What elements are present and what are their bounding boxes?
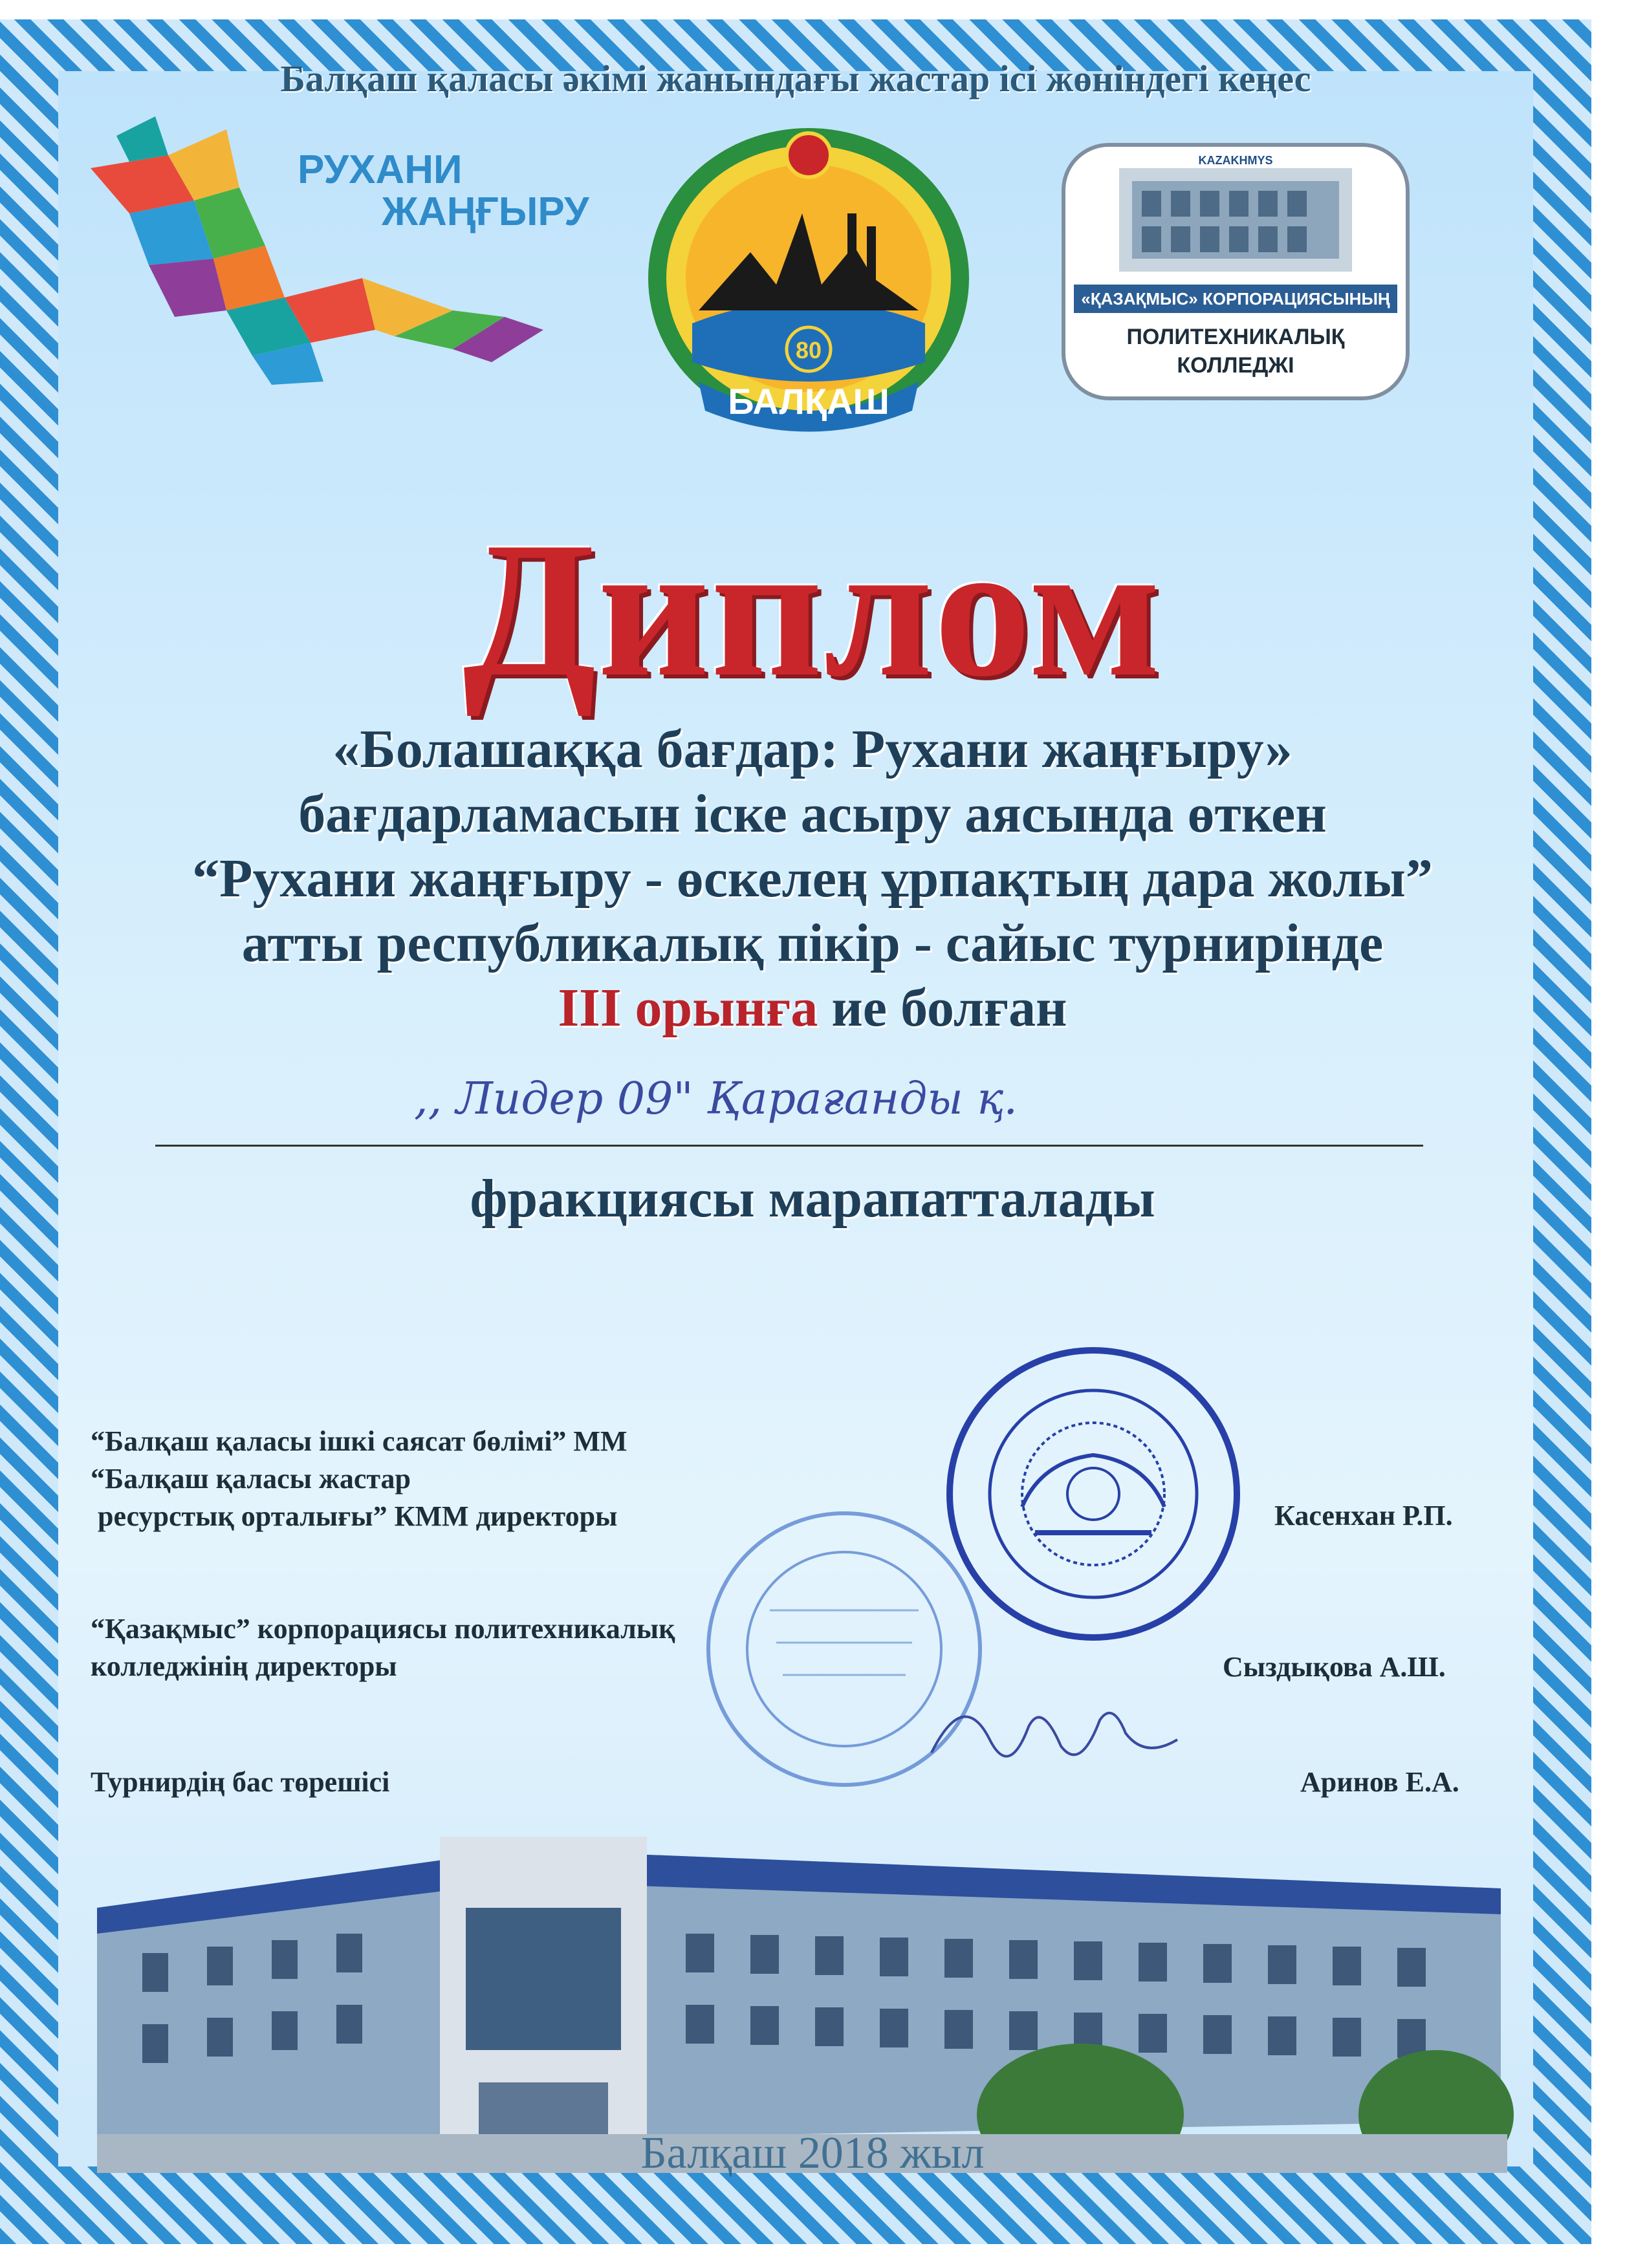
college-building-illustration — [78, 1811, 1514, 2173]
college-line3: КОЛЛЕДЖІ — [1177, 353, 1294, 378]
polytechnic-college-logo — [1061, 142, 1410, 401]
college-line2: ПОЛИТЕХНИКАЛЫҚ — [1126, 325, 1345, 349]
signatory-2-role-line2: колледжінің директоры — [91, 1650, 397, 1682]
tournament-name: “Рухани жаңғыру - өскелең ұрпақтың дара жолы” — [192, 848, 1433, 909]
college-brand: KAZAKHMYS — [1198, 154, 1273, 167]
tournament-type: атты республикалық пікір - сайыс турнирінде — [241, 913, 1384, 973]
place-number: III орынға — [558, 978, 818, 1038]
signatory-1-name: Касенхан Р.П. — [1274, 1500, 1453, 1531]
emblem-anniversary-badge: 80 — [795, 337, 822, 363]
balkhash-city-emblem — [640, 116, 977, 433]
diploma-title: Диплом — [463, 502, 1162, 717]
award-statement: фракциясы марапатталады — [470, 1169, 1155, 1229]
signatory-1-role — [91, 1423, 627, 1535]
rukhani-logo-text — [298, 149, 589, 233]
emblem-city-name: БАЛҚАШ — [728, 381, 889, 422]
handwritten-signature — [919, 1662, 1190, 1791]
place-rest: ие болған — [818, 978, 1067, 1038]
logo-text-line2: ЖАҢҒЫРУ — [382, 189, 589, 235]
signatory-2-role-line1: “Қазақмыс” корпорациясы политехникалық — [91, 1613, 675, 1645]
city-and-year: Балқаш 2018 жыл — [640, 2128, 985, 2178]
council-header: Балқаш қаласы әкімі жанындағы жастар ісі жөніндегі кеңес — [280, 58, 1311, 100]
logo-text-line1: РУХАНИ — [298, 147, 463, 192]
signatory-1-role-line3: ресурстық орталығы” КММ директоры — [91, 1500, 618, 1532]
program-name: «Болашаққа бағдар: Рухани жаңғыру» — [333, 719, 1292, 779]
signatory-1-role-line2: “Балқаш қаласы жастар — [91, 1463, 411, 1495]
signatory-3-name: Аринов Е.А. — [1300, 1766, 1459, 1798]
signatory-2-name: Сыздықова А.Ш. — [1223, 1651, 1446, 1683]
college-line1: «ҚАЗАҚМЫС» КОРПОРАЦИЯСЫНЫҢ — [1081, 289, 1390, 308]
place-awarded — [0, 977, 1625, 1039]
signatory-3-role: Турнирдің бас төрешісі — [91, 1766, 390, 1798]
program-context: бағдарламасын іске асыру аясында өткен — [298, 784, 1327, 844]
recipient-underline — [155, 1145, 1423, 1147]
signatory-2-role — [91, 1610, 675, 1685]
signatory-1-role-line1: “Балқаш қаласы ішкі саясат бөлімі” ММ — [91, 1425, 627, 1457]
recipient-handwritten: ,, Лидер 09" Қарағанды қ. — [414, 1074, 1018, 1125]
